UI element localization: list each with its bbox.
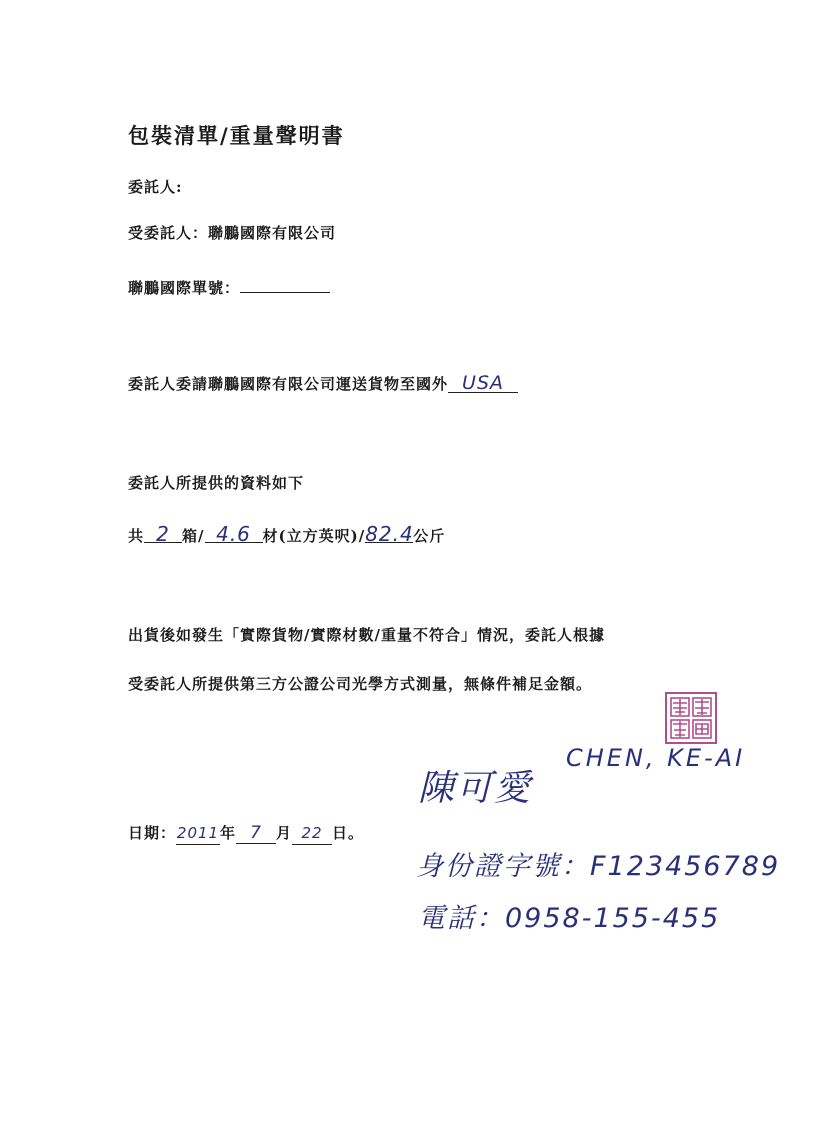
signature-english: CHEN, KE-AI: [566, 744, 746, 772]
weight-unit: 公斤: [413, 527, 446, 545]
year-unit: 年: [220, 824, 237, 842]
agent-line: 受委託人：聯鵬國際有限公司: [128, 224, 337, 242]
statement-row: [128, 372, 518, 394]
quantity-row: [128, 522, 445, 546]
personal-seal: [665, 692, 717, 744]
month-value: 7: [236, 823, 276, 844]
boxes-value: 2: [144, 522, 182, 543]
day-value: 22: [292, 824, 332, 845]
date-label: 日期：: [128, 824, 177, 842]
order-number-row: [128, 272, 330, 298]
boxes-unit: 箱/: [182, 527, 205, 545]
statement-prefix: 委託人委請聯鵬國際有限公司運送貨物至國外: [128, 375, 449, 393]
seal-icon: [667, 694, 715, 742]
month-unit: 月: [276, 824, 293, 842]
clause-line-1: 出貨後如發生「實際貨物/實際材數/重量不符合」情況，委託人根據: [128, 626, 605, 644]
info-heading: 委託人所提供的資料如下: [128, 474, 305, 492]
date-row: [128, 822, 364, 845]
consignor-label: 委託人:: [128, 178, 183, 196]
document-title: 包裝清單/重量聲明書: [128, 123, 345, 148]
phone-line: 電話：0958-155-455: [418, 903, 721, 934]
signature-chinese: 陳可愛: [418, 768, 533, 809]
destination-value: USA: [448, 372, 518, 393]
order-number-blank: [240, 272, 330, 293]
volume-value: 4.6: [205, 522, 263, 543]
volume-unit: 材(立方英呎)/: [262, 527, 366, 545]
clause-line-2: 受委託人所提供第三方公證公司光學方式測量，無條件補足金額。: [128, 675, 593, 693]
year-value: 2011: [176, 824, 220, 845]
id-number-line: 身份證字號：F123456789: [416, 851, 781, 882]
weight-value: 82.4: [365, 522, 414, 546]
qty-prefix: 共: [128, 527, 145, 545]
order-number-label: 聯鵬國際單號：: [128, 279, 241, 297]
day-unit: 日。: [332, 824, 365, 842]
